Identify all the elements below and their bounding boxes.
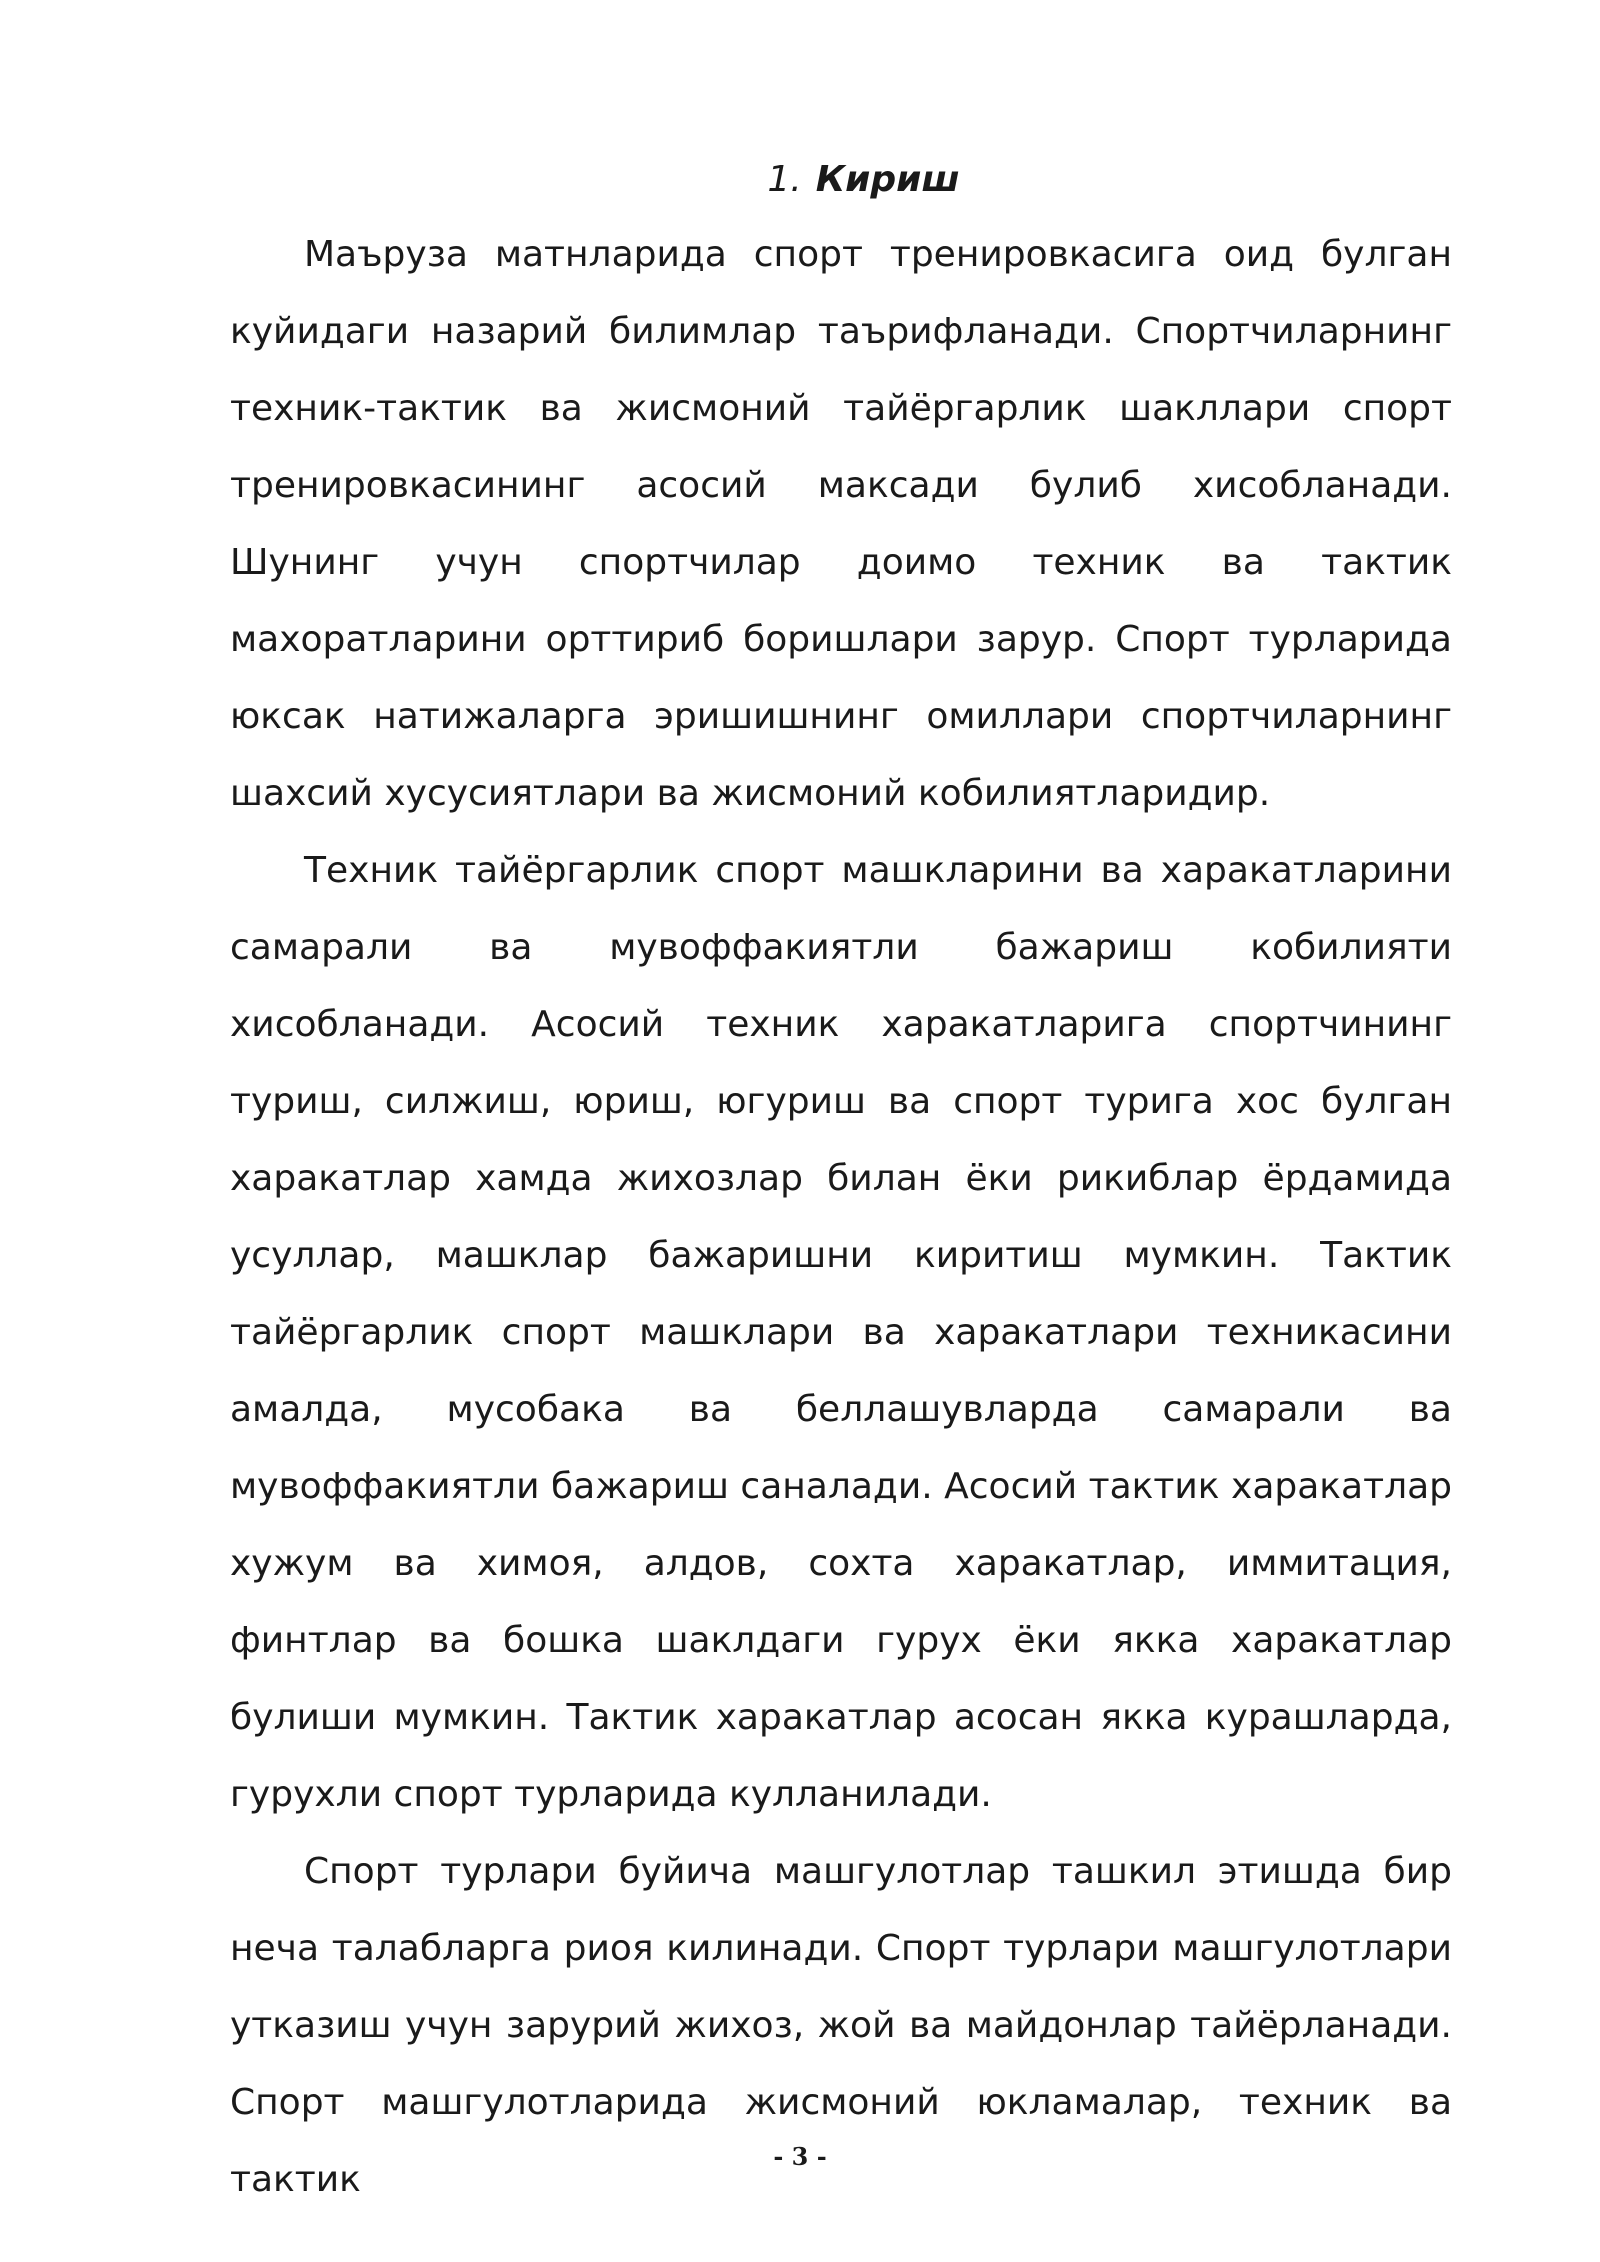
paragraph-3: Спорт турлари буйича машгулотлар ташкил этишда бир неча талабларга риоя килинади. Спорт турлари машгулотлари утказиш учун зарурий жихоз, жой ва майдонлар тайёрланади. Спорт машгулотларида жисмоний юкламалар, техник ва тактик [230,1851,1452,2200]
section-title: Кириш [815,159,960,200]
section-number: 1. [767,159,802,200]
page-content [230,150,1452,2218]
page-number: - 3 - [773,2142,827,2171]
paragraph-1: Маъруза матнларида спорт тренировкасига оид булган куйидаги назарий билимлар таърифланади. Спортчиларнинг техник-тактик ва жисмоний тайёргарлик шакллари спорт тренировкасининг асосий максади булиб хисобланади. Шунинг учун спортчилар доимо техник ва тактик махоратларини орттириб боришлари зарур. Спорт турларида юксак натижаларга эришишнинг омиллари спортчиларнинг шахсий хусусиятлари ва жисмоний кобилиятларидир. [230,234,1452,814]
section-heading [230,150,1452,210]
paragraph-2: Техник тайёргарлик спорт машкларини ва харакатларини самарали ва мувоффакиятли бажариш кобилияти хисобланади. Асосий техник харакатларига спортчининг туриш, силжиш, юриш, югуриш ва спорт турига хос булган харакатлар хамда жихозлар билан ёки рикиблар ёрдамида усуллар, машклар бажаришни киритиш мумкин. Тактик тайёргарлик спорт машклари ва харакатлари техникасини амалда, мусобака ва беллашувларда самарали ва мувоффакиятли бажариш саналади. Асосий тактик харакатлар хужум ва химоя, алдов, сохта харакатлар, иммитация, финтлар ва бошка шаклдаги гурух ёки якка харакатлар булиши мумкин. Тактик харакатлар асосан якка курашларда, гурухли спорт турларида кулланилади. [230,850,1452,1815]
